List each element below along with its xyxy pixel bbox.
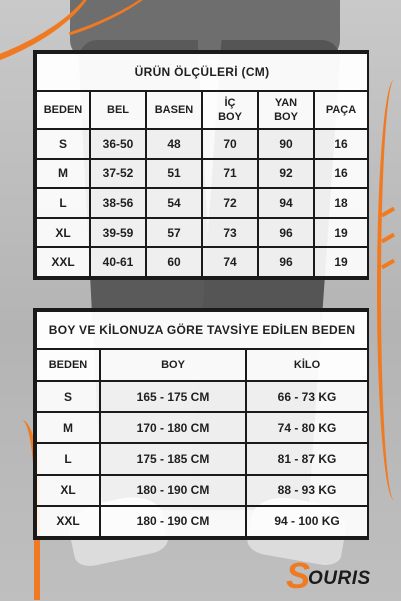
- size_table-cell: 19: [314, 218, 368, 248]
- size_table-cell: 94: [258, 188, 314, 218]
- product-measurements-table: [33, 50, 369, 280]
- recommended-size-table: [33, 308, 369, 540]
- size_table-cell: 57: [146, 218, 202, 248]
- size_table-cell: 74: [202, 247, 258, 277]
- size_table-cell: XL: [36, 218, 90, 248]
- size_table-cell: 96: [258, 247, 314, 277]
- table-row: [36, 381, 368, 412]
- table-row: [36, 129, 368, 159]
- table-row: [36, 247, 368, 277]
- table-row: [36, 443, 368, 474]
- size_table-header-0: BEDEN: [36, 91, 90, 129]
- table-row: [36, 412, 368, 443]
- recommend_table-cell: 165 - 175 CM: [100, 381, 246, 412]
- recommend_table-cell: 180 - 190 CM: [100, 475, 246, 506]
- measurements-table-title: ÜRÜN ÖLÇÜLERİ (CM): [36, 53, 368, 91]
- recommend_table-header-0: BEDEN: [36, 349, 100, 381]
- size_table-cell: 16: [314, 129, 368, 159]
- recommend_table-cell: XL: [36, 475, 100, 506]
- recommend_table-cell: 88 - 93 KG: [246, 475, 368, 506]
- recommend_table-cell: 175 - 185 CM: [100, 443, 246, 474]
- recommend_table-header-2: KİLO: [246, 349, 368, 381]
- recommend_table-cell: 66 - 73 KG: [246, 381, 368, 412]
- recommend_table-cell: 170 - 180 CM: [100, 412, 246, 443]
- size_table-cell: 92: [258, 159, 314, 189]
- size_table-cell: 40-61: [90, 247, 146, 277]
- logo-s-mark: S: [286, 555, 311, 596]
- size_table-cell: 36-50: [90, 129, 146, 159]
- recommend_table-cell: XXL: [36, 506, 100, 537]
- size_table-cell: 37-52: [90, 159, 146, 189]
- size_table-cell: M: [36, 159, 90, 189]
- size_table-cell: 39-59: [90, 218, 146, 248]
- size_table-cell: 72: [202, 188, 258, 218]
- size_table-cell: 51: [146, 159, 202, 189]
- size_table-cell: 60: [146, 247, 202, 277]
- size_table-cell: 70: [202, 129, 258, 159]
- size_table-cell: 71: [202, 159, 258, 189]
- recommend_table-header-1: BOY: [100, 349, 246, 381]
- size_table-cell: 73: [202, 218, 258, 248]
- size_table-cell: 38-56: [90, 188, 146, 218]
- size_table-cell: 19: [314, 247, 368, 277]
- recommend_table-cell: 81 - 87 KG: [246, 443, 368, 474]
- size_table-cell: L: [36, 188, 90, 218]
- size_table-cell: 16: [314, 159, 368, 189]
- size_table-cell: XXL: [36, 247, 90, 277]
- souris-logo: [286, 555, 398, 596]
- size_table-header-5: PAÇA: [314, 91, 368, 129]
- size_table-cell: 48: [146, 129, 202, 159]
- recommend_table-cell: M: [36, 412, 100, 443]
- size_table-header-1: BEL: [90, 91, 146, 129]
- recommend_table-cell: L: [36, 443, 100, 474]
- table-row: [36, 475, 368, 506]
- recommend-table-title: BOY VE KİLONUZA GÖRE TAVSİYE EDİLEN BEDEN: [36, 311, 368, 349]
- recommend_table-cell: 94 - 100 KG: [246, 506, 368, 537]
- size_table-cell: 18: [314, 188, 368, 218]
- size_table-cell: 90: [258, 129, 314, 159]
- recommend_table-cell: S: [36, 381, 100, 412]
- recommend_table-cell: 180 - 190 CM: [100, 506, 246, 537]
- table-row: [36, 188, 368, 218]
- recommend_table-cell: 74 - 80 KG: [246, 412, 368, 443]
- size_table-header-4: YAN BOY: [258, 91, 314, 129]
- size_table-header-2: BASEN: [146, 91, 202, 129]
- size_table-cell: 96: [258, 218, 314, 248]
- logo-wordmark: OURIS: [308, 568, 371, 589]
- table-row: [36, 218, 368, 248]
- table-row: [36, 159, 368, 189]
- size_table-cell: S: [36, 129, 90, 159]
- size_table-header-3: İÇ BOY: [202, 91, 258, 129]
- table-row: [36, 506, 368, 537]
- size_table-cell: 54: [146, 188, 202, 218]
